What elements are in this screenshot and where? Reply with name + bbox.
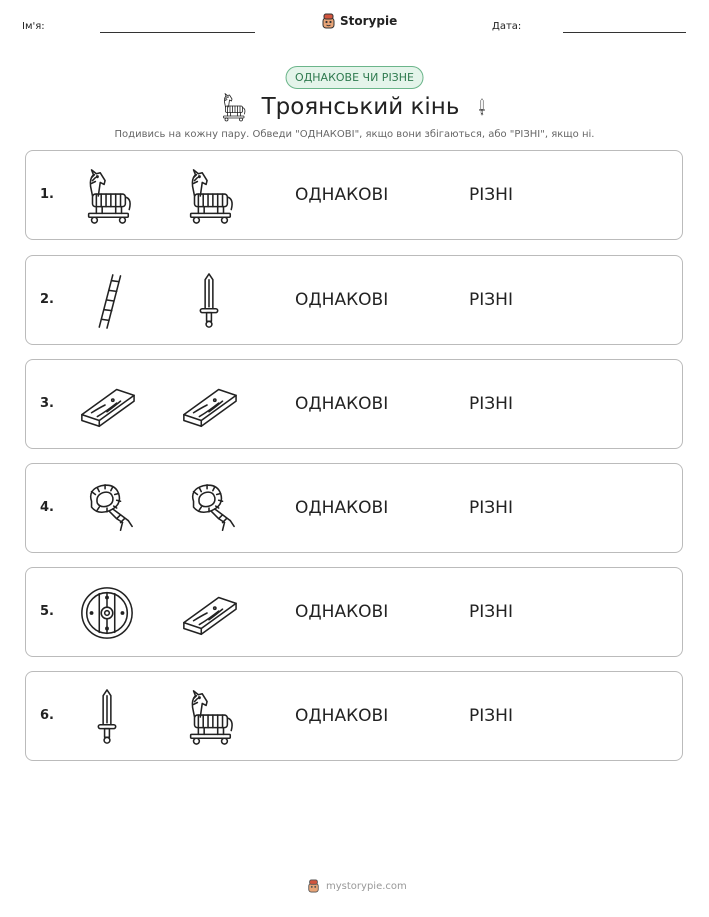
- brand-name: Storypie: [340, 14, 398, 28]
- right-picture: [180, 376, 238, 434]
- different-option[interactable]: РІЗНІ: [469, 394, 513, 414]
- same-option[interactable]: ОДНАКОВІ: [295, 394, 389, 414]
- row-number: 3.: [40, 396, 54, 411]
- different-option[interactable]: РІЗНІ: [469, 602, 513, 622]
- wooden-plank-icon: [180, 584, 238, 642]
- same-option[interactable]: ОДНАКОВІ: [295, 706, 389, 726]
- row-number: 1.: [40, 187, 54, 202]
- left-picture: [78, 272, 136, 330]
- same-option[interactable]: ОДНАКОВІ: [295, 185, 389, 205]
- same-option[interactable]: ОДНАКОВІ: [295, 498, 389, 518]
- brand-logo: [321, 13, 397, 29]
- row-number: 2.: [40, 292, 54, 307]
- row-number: 6.: [40, 708, 54, 723]
- left-picture: [78, 480, 136, 538]
- page-title: Троянський кінь: [261, 94, 460, 120]
- storypie-mascot-icon: [307, 879, 320, 893]
- trojan-horse-icon: [78, 167, 136, 225]
- same-option[interactable]: ОДНАКОВІ: [295, 602, 389, 622]
- pair-row-2: [25, 255, 683, 345]
- left-picture: [78, 688, 136, 746]
- pair-row-5: [25, 567, 683, 657]
- shield-icon: [78, 584, 136, 642]
- date-field[interactable]: [563, 32, 686, 33]
- name-label: Ім'я:: [22, 21, 45, 32]
- different-option[interactable]: РІЗНІ: [469, 185, 513, 205]
- sword-icon: [78, 688, 136, 746]
- right-picture: [180, 688, 238, 746]
- trojan-horse-icon: [180, 167, 238, 225]
- left-picture: [78, 376, 136, 434]
- trojan-horse-icon: [218, 90, 248, 124]
- row-number: 5.: [40, 604, 54, 619]
- pair-row-1: [25, 150, 683, 240]
- footer-url: mystorypie.com: [326, 880, 407, 892]
- right-picture: [180, 480, 238, 538]
- date-label: Дата:: [492, 21, 522, 32]
- different-option[interactable]: РІЗНІ: [469, 498, 513, 518]
- left-picture: [78, 167, 136, 225]
- trojan-horse-icon: [180, 688, 238, 746]
- title-row: [0, 90, 709, 124]
- pair-row-3: [25, 359, 683, 449]
- right-picture: [180, 167, 238, 225]
- ladder-icon: [78, 272, 136, 330]
- pair-row-6: [25, 671, 683, 761]
- name-field[interactable]: [100, 32, 255, 33]
- storypie-mascot-icon: [321, 13, 336, 29]
- different-option[interactable]: РІЗНІ: [469, 290, 513, 310]
- wooden-plank-icon: [78, 376, 136, 434]
- worksheet-type-badge: ОДНАКОВЕ ЧИ РІЗНЕ: [285, 66, 424, 89]
- same-option[interactable]: ОДНАКОВІ: [295, 290, 389, 310]
- footer: [307, 879, 407, 893]
- wooden-plank-icon: [180, 376, 238, 434]
- rope-icon: [78, 480, 136, 538]
- pair-row-4: [25, 463, 683, 553]
- row-number: 4.: [40, 500, 54, 515]
- instructions: Подивись на кожну пару. Обведи "ОДНАКОВІ", якщо вони збігаються, або "РІЗНІ", якщо ні.: [114, 129, 595, 140]
- different-option[interactable]: РІЗНІ: [469, 706, 513, 726]
- sword-icon: [180, 272, 238, 330]
- right-picture: [180, 272, 238, 330]
- left-picture: [78, 584, 136, 642]
- rope-icon: [180, 480, 238, 538]
- sword-icon: [473, 90, 491, 124]
- right-picture: [180, 584, 238, 642]
